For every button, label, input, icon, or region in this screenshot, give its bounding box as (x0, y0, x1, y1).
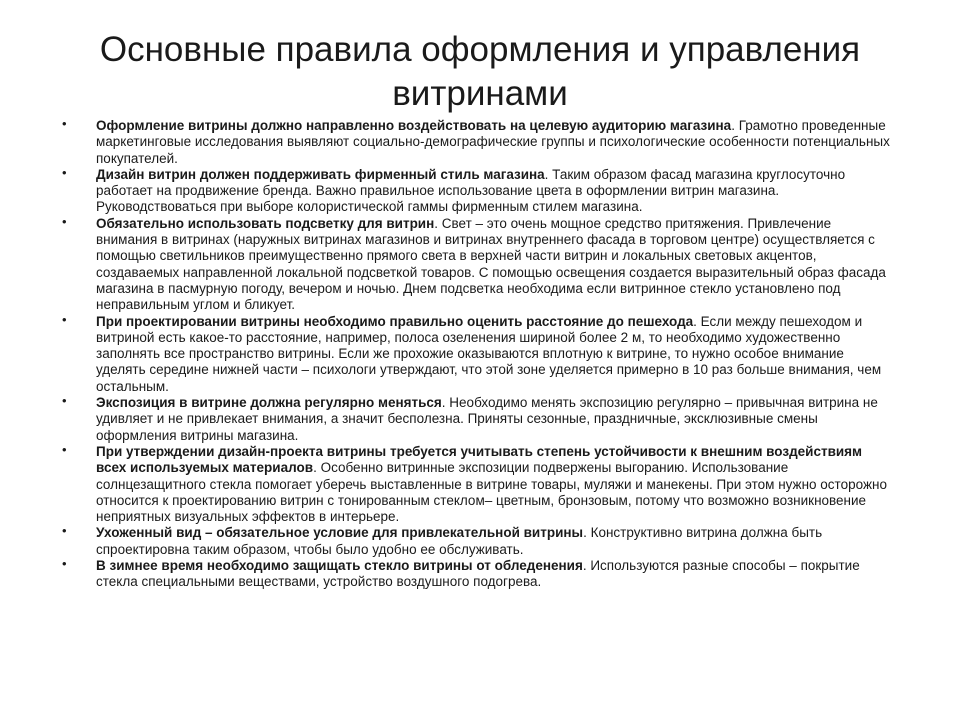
item-text: . Конструктивно витрина должна быть спроектировна таким образом, чтобы было удобно ее обслуживать. (96, 525, 823, 557)
item-heading: При проектировании витрины необходимо правильно оценить расстояние до пешехода (96, 313, 694, 329)
bullet-icon: • (62, 441, 67, 457)
list-item (62, 395, 892, 444)
slide-title: Основные правила оформления и управления витринами (99, 30, 861, 113)
list-item (62, 213, 892, 314)
item-text: . Грамотно проведенные маркетинговые исследования выявляют социально-демографические группы и психологические особенности потенциальных покупателей. (96, 118, 890, 166)
item-heading: При утверждении дизайн-проекта витрины требуется учитывать степень устойчивости к внешним воздействиям всех используемых материалов (96, 443, 863, 476)
list-item (62, 164, 892, 216)
list-item (62, 118, 892, 167)
item-heading: Ухоженный вид – обязательное условие для привлекательной витрины (96, 525, 584, 541)
bullet-list (62, 118, 892, 591)
bullet-icon: • (62, 116, 67, 131)
list-item (62, 525, 892, 558)
bullet-icon: • (62, 556, 67, 572)
item-heading: Обязательно использовать подсветку для витрин (96, 215, 435, 231)
bullet-icon: • (62, 393, 67, 409)
bullet-icon: • (62, 213, 67, 229)
list-item (62, 441, 892, 525)
list-item (62, 311, 892, 395)
item-heading: Экспозиция в витрине должна регулярно меняться (96, 395, 442, 411)
bullet-icon: • (62, 164, 67, 180)
item-text: . Свет – это очень мощное средство притяжения. Привлечение внимания в витринах (наружных витринах магазинов и витринах внутреннего фасада в торговом центре) осуществляется с помощью светильников преимущественно прямого света в верхней части витрин и локальных световых акцентов, создаваемых направленной локальной подсветкой товаров. С помощью освещения создается выразительный образ фасада магазина в пасмурную погоду, вечером и ночью. Днем подсветка необходима если витринное стекло установлено под неправильным углом и бликует. (96, 215, 886, 313)
bullet-icon: • (62, 311, 67, 327)
item-text: . Используются разные способы – покрытие стекла специальными веществами, устройство воздушного подогрева. (96, 558, 860, 590)
item-heading: Дизайн витрин должен поддерживать фирменный стиль магазина (96, 166, 545, 182)
list-item (62, 558, 892, 591)
item-text: . Особенно витринные экспозиции подвержены выгоранию. Использование солнцезащитного стекла помогает уберечь выставленные в витрине товары, муляжи и манекены. При этом нужно осторожно относится к проектированию витрин с тонированным стеклом– цветным, бронзовым, потому что возможно возникновение неприятных визуальных эффектов в интерьере. (96, 460, 887, 525)
item-text: . Необходимо менять экспозицию регулярно – привычная витрина не удивляет и не привлекает внимания, а значит бесполезна. Приняты сезонные, праздничные, эксклюзивные смены оформления витрины магазина. (96, 395, 878, 443)
item-text: . Таким образом фасад магазина круглосуточно работает на продвижение бренда. Важно правильное использование цвета в оформлении витрин магазина. Руководствоваться при выборе колористической гаммы фирменным стилем магазина. (96, 166, 846, 215)
item-text: . Если между пешеходом и витриной есть какое-то расстояние, например, полоса озеленения шириной более 2 м, то необходимо художественно заполнять все пространство витрины. Если же прохожие оказываются вплотную к витрине, то нужно особое внимание уделять середине нижней части – психологи утверждают, что этой зоне уделяется примерно в 10 раз больше внимания, чем остальным. (96, 313, 882, 394)
item-heading: Оформление витрины должно направленно воздействовать на целевую аудиторию магазина (96, 118, 732, 133)
item-heading: В зимнее время необходимо защищать стекло витрины от обледенения (96, 558, 583, 574)
bullet-icon: • (62, 523, 67, 539)
